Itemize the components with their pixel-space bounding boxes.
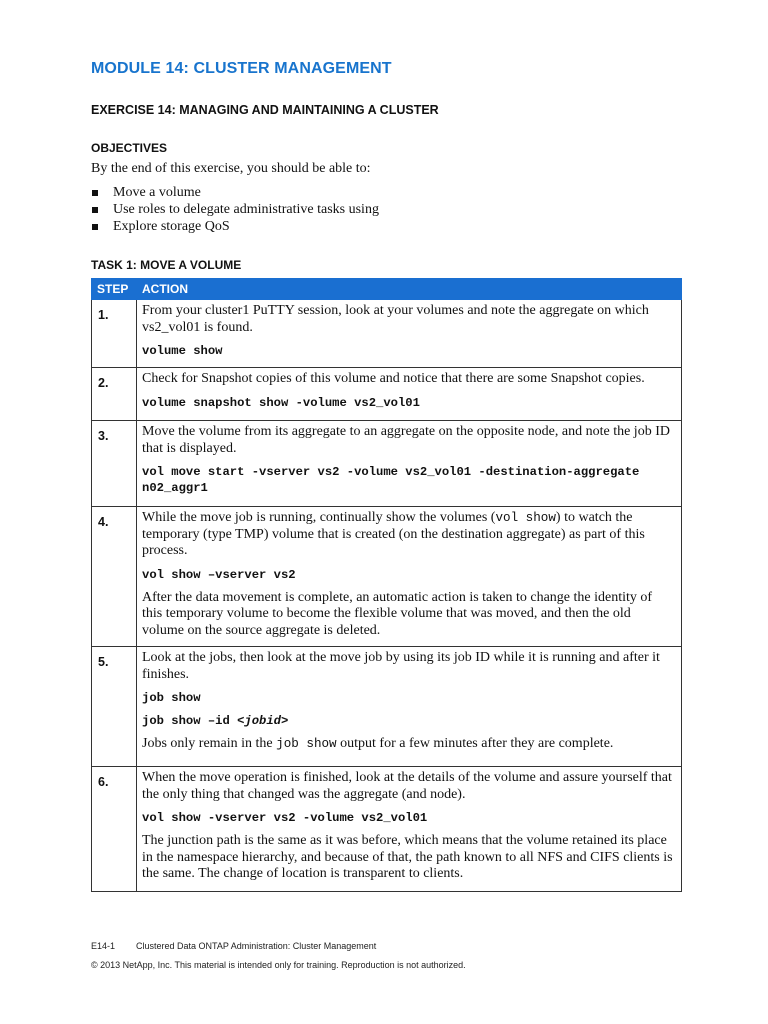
note-part: output for a few minutes after they are complete. <box>336 736 614 751</box>
exercise-title: EXERCISE 14: MANAGING AND MAINTAINING A CLUSTER <box>91 103 439 117</box>
objective-item <box>91 218 379 235</box>
command-variable: jobid <box>244 714 281 728</box>
step-action <box>137 421 682 507</box>
table-row <box>92 421 682 507</box>
footer-title-line <box>91 941 376 951</box>
objectives-intro: By the end of this exercise, you should be able to: <box>91 161 371 176</box>
step-number: 5. <box>92 647 137 767</box>
step-text <box>142 510 675 560</box>
module-title: MODULE 14: CLUSTER MANAGEMENT <box>91 60 392 77</box>
step-text: From your cluster1 PuTTY session, look at your volumes and note the aggregate on which vs2_vol01 is found. <box>142 303 649 335</box>
table-row <box>92 368 682 421</box>
step-text: When the move operation is finished, look at the details of the volume and assure yourself that the only thing that changed was the aggregate (and node). <box>142 770 672 802</box>
inline-command: vol show <box>495 511 556 525</box>
objective-item <box>91 201 379 218</box>
table-row <box>92 507 682 647</box>
step-action <box>137 767 682 892</box>
step-text: Move the volume from its aggregate to an aggregate on the opposite node, and note the job ID that is displayed. <box>142 424 670 456</box>
step-command: vol move start -vserver vs2 -volume vs2_vol01 -destination-aggregate n02_aggr1 <box>142 465 640 495</box>
page-number: E14-1 <box>91 941 116 951</box>
bullet-icon <box>92 190 98 196</box>
command-part: job show –id < <box>142 714 245 728</box>
step-command: vol show -vserver vs2 -volume vs2_vol01 <box>142 811 428 825</box>
bullet-icon <box>92 224 98 230</box>
step-command: volume show <box>142 344 223 358</box>
step-action <box>137 647 682 767</box>
objective-text: Explore storage QoS <box>113 219 230 234</box>
steps-table <box>91 278 682 892</box>
step-command: vol show –vserver vs2 <box>142 567 296 582</box>
column-header-step: STEP <box>92 279 137 300</box>
footer-copyright: © 2013 NetApp, Inc. This material is intended only for training. Reproduction is not authorized. <box>91 960 466 970</box>
step-command: job show <box>142 691 201 705</box>
step-action <box>137 368 682 421</box>
step-command-2 <box>142 713 675 729</box>
step-number: 2. <box>92 368 137 421</box>
step-number: 4. <box>92 507 137 647</box>
objectives-list <box>91 184 379 235</box>
step-action <box>137 507 682 647</box>
objective-text: Move a volume <box>113 185 201 200</box>
step-number: 3. <box>92 421 137 507</box>
bullet-icon <box>92 207 98 213</box>
footer-title: Clustered Data ONTAP Administration: Cluster Management <box>136 941 377 951</box>
task-heading: TASK 1: MOVE A VOLUME <box>91 258 242 272</box>
step-note: The junction path is the same as it was before, which means that the volume retained its place in the namespace hierarchy, and because of that, the path known to all NFS and CIFS clients is the same. The change of location is transparent to clients. <box>142 833 673 881</box>
step-number: 1. <box>92 300 137 368</box>
step-text-part: While the move job is running, continually show the volumes ( <box>142 510 496 525</box>
step-number: 6. <box>92 767 137 892</box>
table-row <box>92 767 682 892</box>
step-text: Look at the jobs, then look at the move job by using its job ID while it is running and after it finishes. <box>142 650 660 682</box>
inline-command: job show <box>276 737 337 751</box>
table-header-row <box>92 279 682 300</box>
table-row <box>92 300 682 368</box>
objective-item <box>91 184 379 201</box>
step-text: Check for Snapshot copies of this volume and notice that there are some Snapshot copies. <box>142 371 645 386</box>
objectives-heading: OBJECTIVES <box>91 141 168 155</box>
step-text-part: ) to watch the temporary (type TMP) volume that is created (on the destination aggregate) as part of this process. <box>142 510 645 558</box>
step-note: After the data movement is complete, an automatic action is taken to change the identity of this temporary volume to become the flexible volume that was moved, and then the old volume on the source aggregate is deleted. <box>142 589 653 638</box>
step-action <box>137 300 682 368</box>
step-note <box>142 736 675 753</box>
column-header-action: ACTION <box>137 279 682 300</box>
table-row <box>92 647 682 767</box>
objective-text: Use roles to delegate administrative tasks using <box>113 202 379 217</box>
command-part: > <box>280 714 289 728</box>
note-part: Jobs only remain in the <box>142 736 277 751</box>
step-command: volume snapshot show -volume vs2_vol01 <box>142 395 420 410</box>
